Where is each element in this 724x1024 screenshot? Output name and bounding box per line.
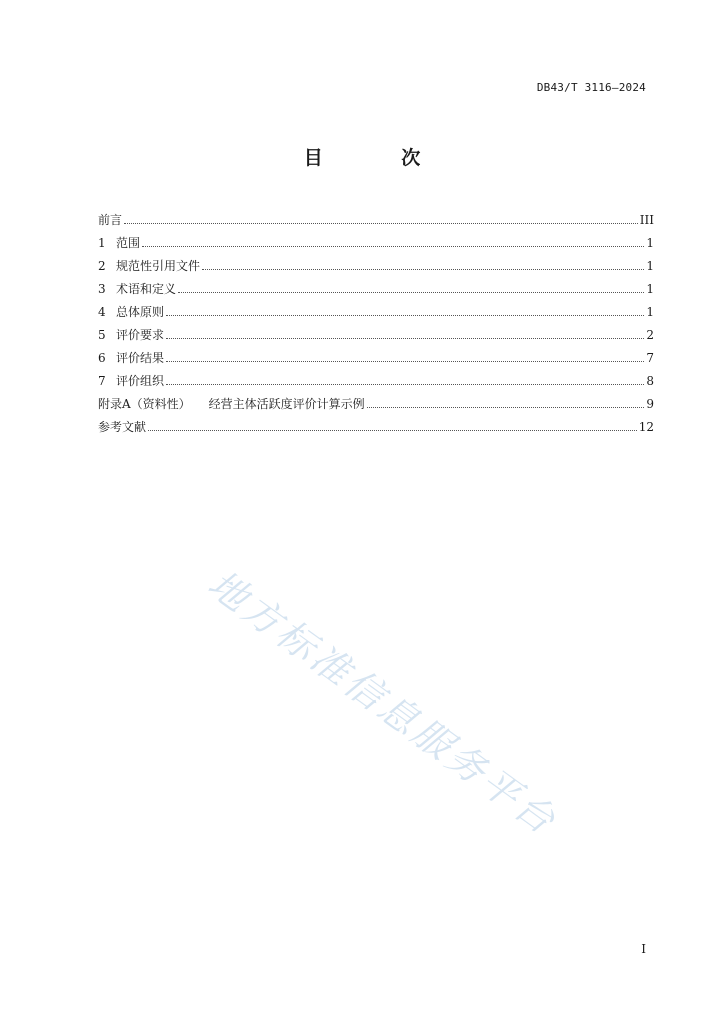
toc-label: 术语和定义 (116, 282, 177, 296)
toc-leader-dots (178, 291, 644, 293)
toc-entry-bibliography[interactable] (98, 412, 654, 435)
toc-page-number: 2 (646, 328, 654, 342)
toc-number: 4 (98, 305, 106, 319)
toc-page-number: III (639, 213, 654, 227)
toc-number: 7 (98, 374, 106, 388)
toc-leader-dots (367, 406, 645, 408)
toc-entry-foreword[interactable] (98, 205, 654, 228)
toc-label: 参考文献 (98, 420, 147, 434)
toc-page-number: 1 (646, 282, 654, 296)
toc-page-number: 12 (638, 420, 654, 434)
toc-number: 6 (98, 351, 106, 365)
toc-label: 评价结果 (116, 351, 165, 365)
toc-label: 附录A（资料性） (98, 397, 191, 411)
toc-entry-organization[interactable] (98, 366, 654, 389)
toc-leader-dots (166, 360, 644, 362)
toc-entry-requirements[interactable] (98, 320, 654, 343)
toc-page-number: 7 (646, 351, 654, 365)
toc-label: 评价要求 (116, 328, 165, 342)
table-of-contents (98, 205, 654, 435)
toc-number: 2 (98, 259, 106, 273)
toc-label: 总体原则 (116, 305, 165, 319)
toc-leader-dots (166, 383, 644, 385)
document-code: DB43/T 3116—2024 (536, 81, 646, 94)
watermark: 地方标准信息服务平台 (200, 561, 566, 845)
toc-entry-normative-references[interactable] (98, 251, 654, 274)
toc-entry-appendix-a[interactable] (98, 389, 654, 412)
toc-page-number: 8 (646, 374, 654, 388)
toc-page-number: 1 (646, 305, 654, 319)
toc-leader-dots (202, 268, 644, 270)
toc-label: 评价组织 (116, 374, 165, 388)
toc-page-number: 1 (646, 236, 654, 250)
toc-entry-results[interactable] (98, 343, 654, 366)
toc-entry-scope[interactable] (98, 228, 654, 251)
page-title: 目 次 (303, 147, 457, 169)
toc-number: 5 (98, 328, 106, 342)
toc-leader-dots (148, 429, 637, 431)
toc-label: 规范性引用文件 (116, 259, 201, 273)
toc-page-number: 9 (646, 397, 654, 411)
toc-sublabel: 经营主体活跃度评价计算示例 (208, 397, 365, 411)
toc-number: 1 (98, 236, 106, 250)
toc-label: 前言 (98, 213, 123, 227)
toc-leader-dots (166, 337, 644, 339)
toc-leader-dots (124, 222, 638, 224)
toc-number: 3 (98, 282, 106, 296)
page-number: I (641, 942, 646, 956)
toc-label: 范围 (116, 236, 141, 250)
toc-leader-dots (166, 314, 644, 316)
toc-leader-dots (142, 245, 644, 247)
toc-page-number: 1 (646, 259, 654, 273)
toc-entry-principles[interactable] (98, 297, 654, 320)
toc-entry-terms[interactable] (98, 274, 654, 297)
